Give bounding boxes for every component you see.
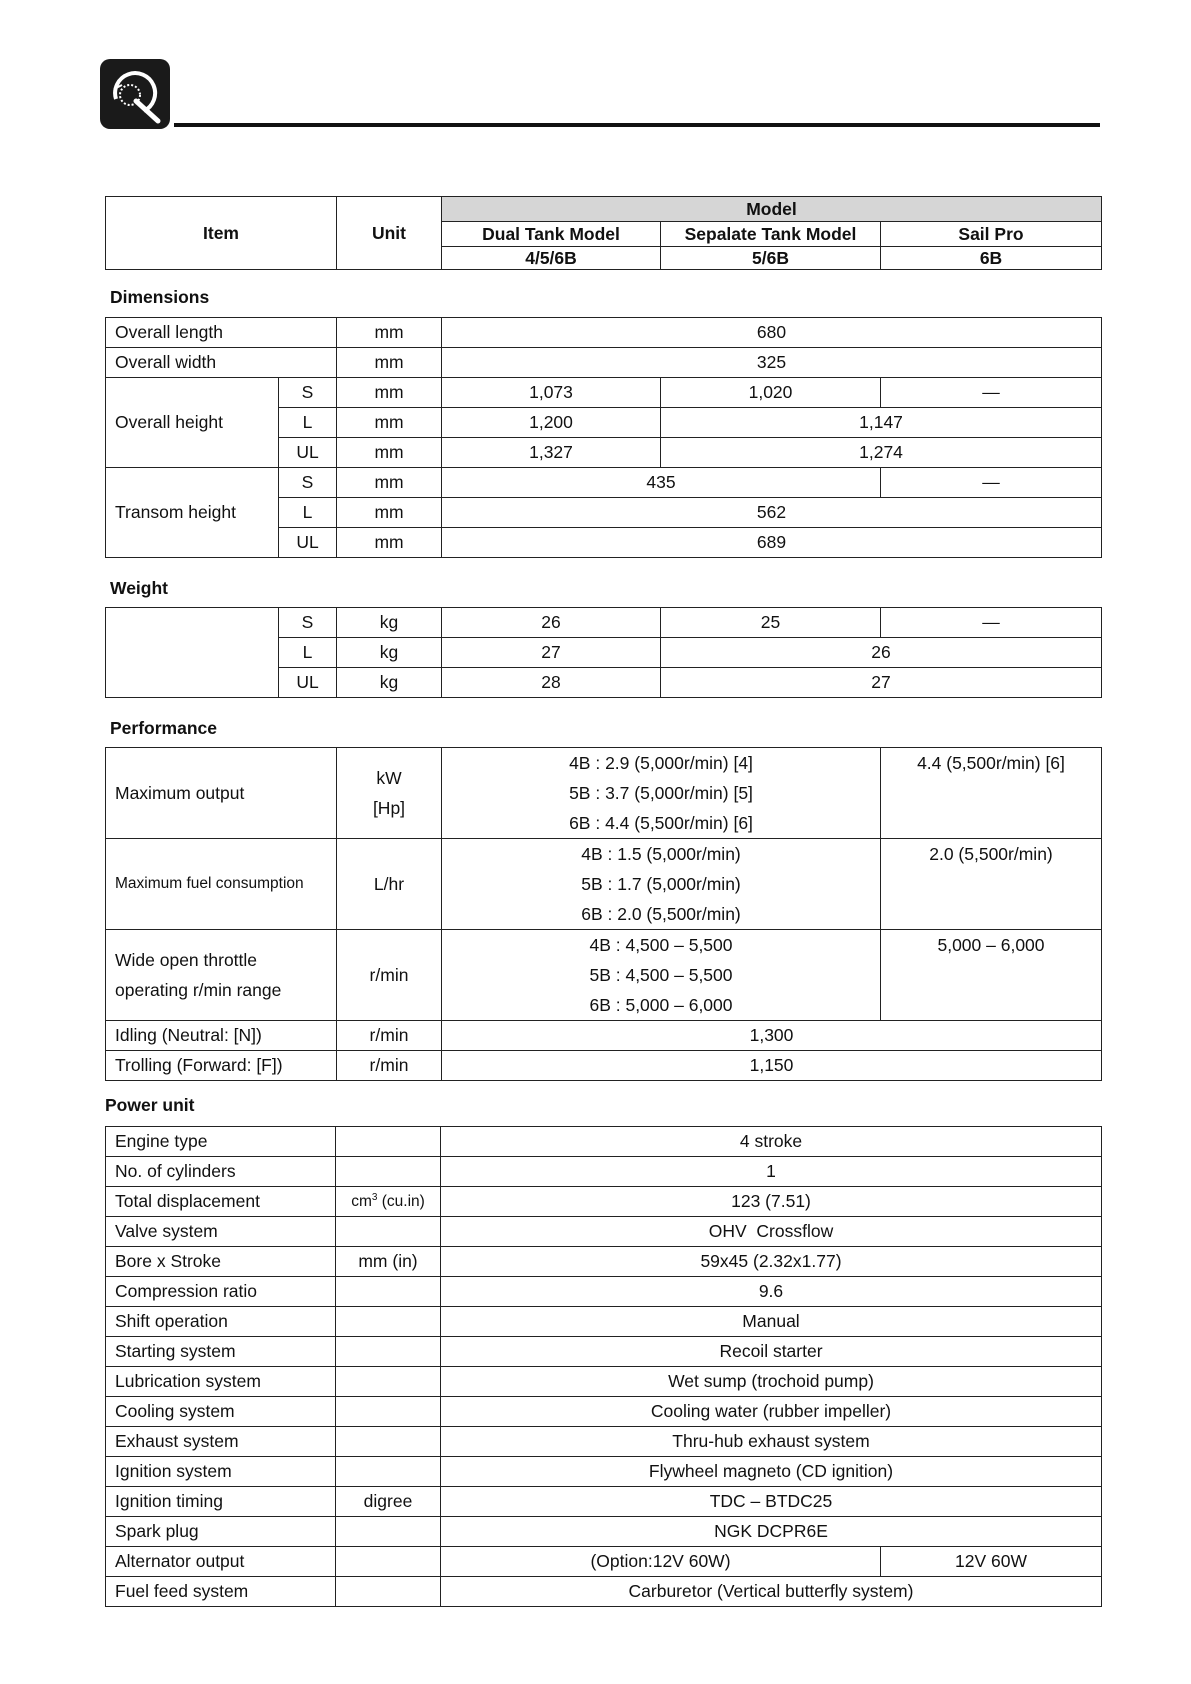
wot-sailpro-value: 5,000 – 6,000 (937, 935, 1045, 955)
wot-label (106, 930, 337, 1021)
value-cell: 27 (661, 668, 1102, 698)
max-output-values (442, 748, 881, 839)
value-cell: 689 (442, 528, 1102, 558)
bore-unit: mm (in) (336, 1247, 441, 1277)
size-cell: S (279, 468, 337, 498)
value-cell: 27 (442, 638, 661, 668)
value-cell: — (881, 378, 1102, 408)
max-fuel-unit: L/hr (337, 839, 442, 930)
weight-table (105, 607, 1102, 698)
model-name-dual: Dual Tank Model (442, 222, 661, 247)
valve-value: OHV Crossflow (441, 1217, 1102, 1247)
engine-type-label: Engine type (106, 1127, 336, 1157)
max-fuel-6b: 6B : 2.0 (5,500r/min) (581, 904, 741, 924)
exhaust-unit (336, 1427, 441, 1457)
bore-value: 59x45 (2.32x1.77) (441, 1247, 1102, 1277)
value-cell: 1,200 (442, 408, 661, 438)
value-cell: 25 (661, 608, 881, 638)
size-cell: S (279, 608, 337, 638)
wot-unit: r/min (337, 930, 442, 1021)
compression-value: 9.6 (441, 1277, 1102, 1307)
max-output-4b: 4B : 2.9 (5,000r/min) [4] (569, 753, 753, 773)
item-header: Item (106, 197, 337, 270)
engine-type-unit (336, 1127, 441, 1157)
max-output-sailpro (881, 748, 1102, 839)
unit-cell: kg (337, 608, 442, 638)
overall-height-label: Overall height (106, 378, 279, 468)
value-cell: — (881, 468, 1102, 498)
value-cell: 1,327 (442, 438, 661, 468)
performance-table (105, 747, 1102, 1081)
shift-unit (336, 1307, 441, 1337)
cylinders-unit (336, 1157, 441, 1187)
shift-value: Manual (441, 1307, 1102, 1337)
size-cell: UL (279, 438, 337, 468)
unit-cell: mm (337, 528, 442, 558)
overall-width-unit: mm (337, 348, 442, 378)
size-cell: L (279, 638, 337, 668)
max-output-6b: 6B : 4.4 (5,500r/min) [6] (569, 813, 753, 833)
unit-cell: mm (337, 498, 442, 528)
section-title-power-unit: Power unit (105, 1095, 195, 1115)
idling-label: Idling (Neutral: [N]) (106, 1021, 337, 1051)
max-fuel-sailpro (881, 839, 1102, 930)
section-title-performance: Performance (110, 718, 217, 738)
unit-cell: mm (337, 378, 442, 408)
max-output-label: Maximum output (106, 748, 337, 839)
alternator-sailpro: 12V 60W (881, 1547, 1102, 1577)
overall-width-label: Overall width (106, 348, 337, 378)
displacement-label: Total displacement (106, 1187, 336, 1217)
size-cell: UL (279, 668, 337, 698)
starting-value: Recoil starter (441, 1337, 1102, 1367)
valve-unit (336, 1217, 441, 1247)
overall-length-unit: mm (337, 318, 442, 348)
spark-value: NGK DCPR6E (441, 1517, 1102, 1547)
unit-cell: mm (337, 438, 442, 468)
max-fuel-label: Maximum fuel consumption (106, 839, 337, 930)
dimensions-table (105, 317, 1102, 558)
fuel-feed-value: Carburetor (Vertical butterfly system) (441, 1577, 1102, 1607)
max-fuel-4b: 4B : 1.5 (5,000r/min) (581, 844, 741, 864)
model-variant-dual: 4/5/6B (442, 247, 661, 270)
cylinders-label: No. of cylinders (106, 1157, 336, 1187)
exhaust-label: Exhaust system (106, 1427, 336, 1457)
max-fuel-values (442, 839, 881, 930)
bore-label: Bore x Stroke (106, 1247, 336, 1277)
model-variant-sailpro: 6B (881, 247, 1102, 270)
unit-cell: kg (337, 638, 442, 668)
wot-values (442, 930, 881, 1021)
power-unit-table (105, 1126, 1102, 1607)
unit-header: Unit (337, 197, 442, 270)
ignition-label: Ignition system (106, 1457, 336, 1487)
section-title-weight: Weight (110, 578, 169, 598)
lubrication-value: Wet sump (trochoid pump) (441, 1367, 1102, 1397)
model-variant-separate: 5/6B (661, 247, 881, 270)
overall-length-label: Overall length (106, 318, 337, 348)
max-output-unit-hp: [Hp] (372, 798, 406, 818)
lubrication-label: Lubrication system (106, 1367, 336, 1397)
size-cell: L (279, 408, 337, 438)
trolling-unit: r/min (337, 1051, 442, 1081)
value-cell: 435 (442, 468, 881, 498)
spark-unit (336, 1517, 441, 1547)
size-cell: S (279, 378, 337, 408)
wot-6b: 6B : 5,000 – 6,000 (589, 995, 733, 1015)
displacement-unit-sup: 3 (371, 1192, 378, 1204)
size-cell: UL (279, 528, 337, 558)
value-cell: 26 (661, 638, 1102, 668)
displacement-unit (336, 1187, 441, 1217)
starting-label: Starting system (106, 1337, 336, 1367)
value-cell: 26 (442, 608, 661, 638)
idling-unit: r/min (337, 1021, 442, 1051)
max-fuel-5b: 5B : 1.7 (5,000r/min) (581, 874, 741, 894)
wot-5b: 5B : 4,500 – 5,500 (589, 965, 733, 985)
alternator-unit (336, 1547, 441, 1577)
value-cell: 1,147 (661, 408, 1102, 438)
max-output-sailpro-value: 4.4 (5,500r/min) [6] (917, 753, 1065, 773)
cooling-value: Cooling water (rubber impeller) (441, 1397, 1102, 1427)
idling-value: 1,300 (442, 1021, 1102, 1051)
displacement-unit-rest: (cu.in) (377, 1193, 425, 1211)
shift-label: Shift operation (106, 1307, 336, 1337)
value-cell: 1,274 (661, 438, 1102, 468)
displacement-value: 123 (7.51) (441, 1187, 1102, 1217)
wot-label-line2: operating r/min range (115, 980, 282, 1000)
alternator-label: Alternator output (106, 1547, 336, 1577)
overall-width-value: 325 (442, 348, 1102, 378)
compression-unit (336, 1277, 441, 1307)
overall-length-value: 680 (442, 318, 1102, 348)
starting-unit (336, 1337, 441, 1367)
header-rule (174, 123, 1100, 127)
value-cell: 1,073 (442, 378, 661, 408)
engine-type-value: 4 stroke (441, 1127, 1102, 1157)
section-title-dimensions: Dimensions (110, 287, 210, 307)
spark-label: Spark plug (106, 1517, 336, 1547)
value-cell: — (881, 608, 1102, 638)
fuel-feed-unit (336, 1577, 441, 1607)
valve-label: Valve system (106, 1217, 336, 1247)
unit-cell: kg (337, 668, 442, 698)
value-cell: 562 (442, 498, 1102, 528)
fuel-feed-label: Fuel feed system (106, 1577, 336, 1607)
value-cell: 28 (442, 668, 661, 698)
max-output-unit (337, 748, 442, 839)
cooling-unit (336, 1397, 441, 1427)
alternator-value: (Option:12V 60W) (441, 1547, 881, 1577)
timing-label: Ignition timing (106, 1487, 336, 1517)
trolling-label: Trolling (Forward: [F]) (106, 1051, 337, 1081)
exhaust-value: Thru-hub exhaust system (441, 1427, 1102, 1457)
unit-cell: mm (337, 408, 442, 438)
lubrication-unit (336, 1367, 441, 1397)
transom-height-label: Transom height (106, 468, 279, 558)
model-name-separate: Sepalate Tank Model (661, 222, 881, 247)
ignition-unit (336, 1457, 441, 1487)
cooling-label: Cooling system (106, 1397, 336, 1427)
weight-blank-cell (106, 608, 279, 698)
ignition-value: Flywheel magneto (CD ignition) (441, 1457, 1102, 1487)
model-name-sailpro: Sail Pro (881, 222, 1102, 247)
value-cell: 1,020 (661, 378, 881, 408)
size-cell: L (279, 498, 337, 528)
max-output-unit-kw: kW (376, 768, 402, 788)
displacement-unit-base: cm (351, 1193, 372, 1211)
model-header: Model (442, 197, 1102, 222)
compression-label: Compression ratio (106, 1277, 336, 1307)
model-header-table (105, 196, 1102, 270)
max-fuel-sailpro-value: 2.0 (5,500r/min) (929, 844, 1053, 864)
max-output-5b: 5B : 3.7 (5,000r/min) [5] (569, 783, 753, 803)
wot-sailpro (881, 930, 1102, 1021)
micrometer-icon (100, 59, 170, 129)
wot-4b: 4B : 4,500 – 5,500 (589, 935, 733, 955)
timing-value: TDC – BTDC25 (441, 1487, 1102, 1517)
unit-cell: mm (337, 468, 442, 498)
timing-unit: digree (336, 1487, 441, 1517)
wot-label-line1: Wide open throttle (115, 950, 258, 970)
trolling-value: 1,150 (442, 1051, 1102, 1081)
cylinders-value: 1 (441, 1157, 1102, 1187)
